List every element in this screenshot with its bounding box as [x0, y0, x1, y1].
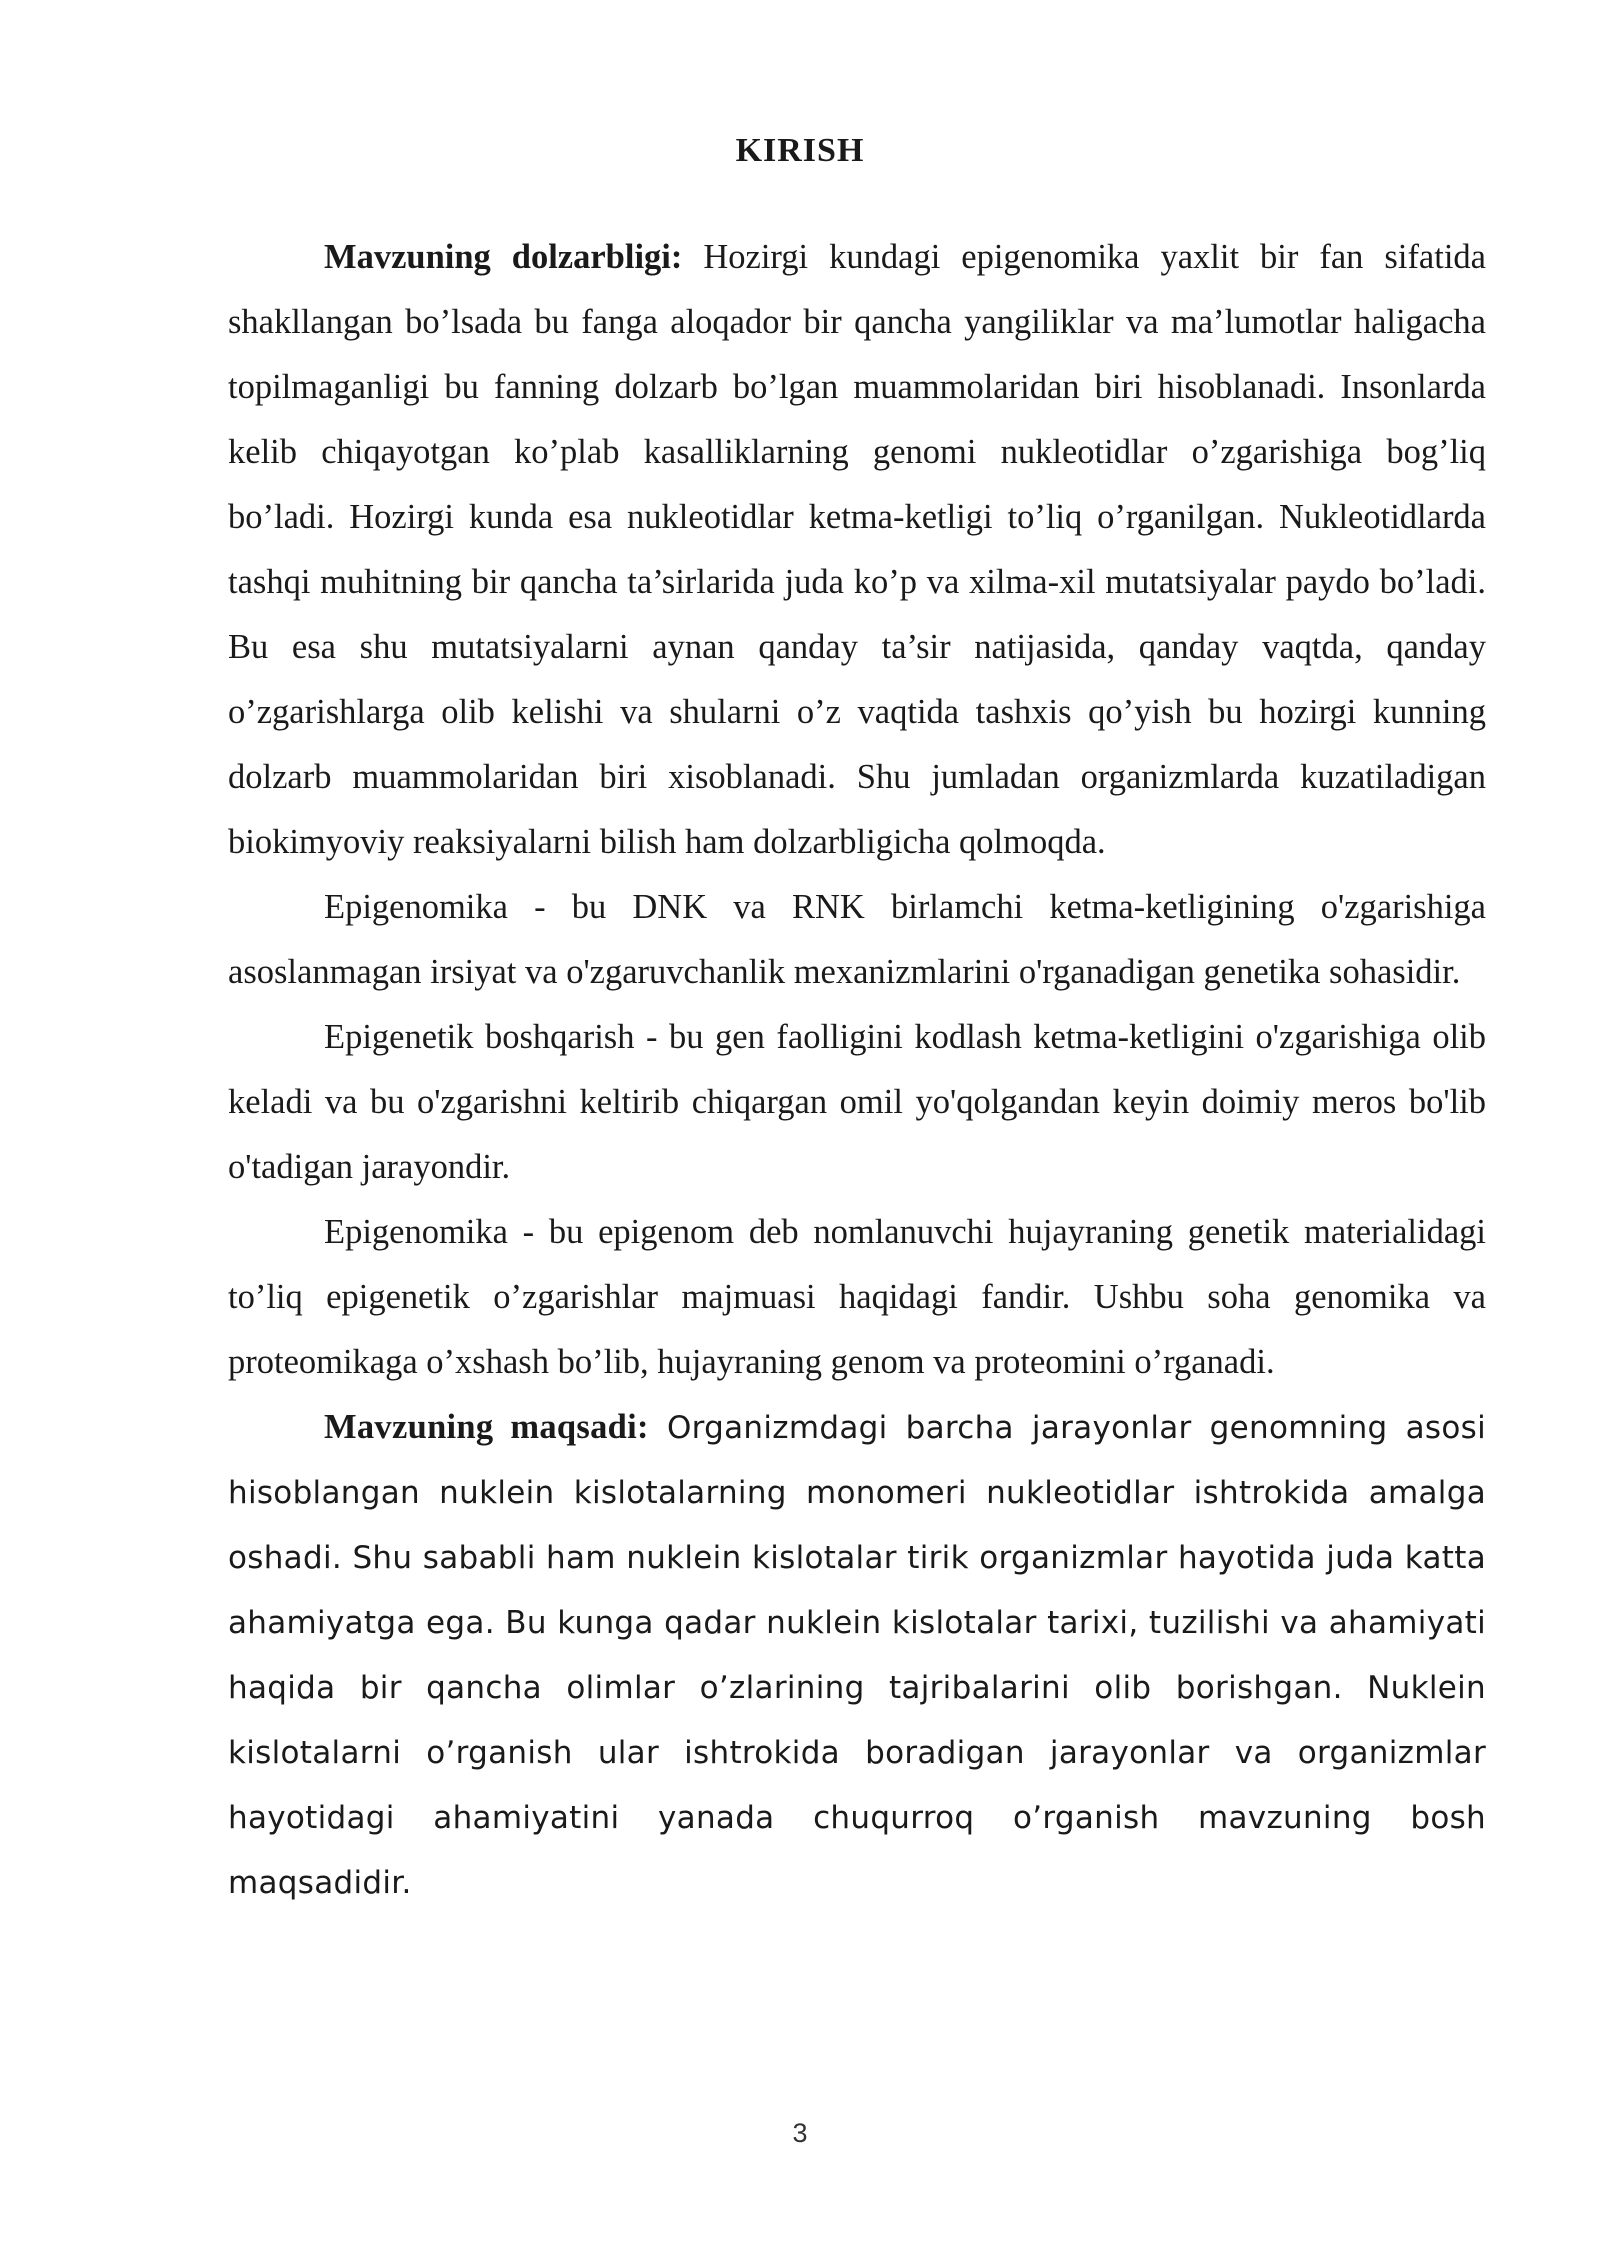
paragraph-lead: Mavzuning dolzarbligi:: [324, 238, 683, 276]
paragraph-lead: Mavzuning maqsadi:: [324, 1408, 649, 1446]
paragraph-text: Organizmdagi barcha jarayonlar genomning asosi hisoblangan nuklein kislotalarning monomeri nukleotidlar ishtrokida amalga oshadi. Shu sababli ham nuklein kislotalar tirik organizmlar hayotida juda katta ahamiyatga ega. Bu kunga qadar nuklein kislotalar tarixi, tuzilishi va ahamiyati haqida bir qancha olimlar o’zlarining tajribalarini olib borishgan. Nuklein kislotalarni o’rganish ular ishtrokida boradigan jarayonlar va organizmlar hayotidagi ahamiyatini yanada chuqurroq o’rganish mavzuning bosh maqsadidir.: [228, 1410, 1486, 1901]
document-body: [228, 225, 1486, 1916]
paragraph-text: Epigenomika - bu DNK va RNK birlamchi ketma-ketligining o'zgarishiga asoslanmagan irsiyat va o'zgaruvchanlik mexanizmlarini o'rganadigan genetika sohasidir.: [228, 888, 1486, 991]
paragraph-text: Epigenetik boshqarish - bu gen faolligini kodlash ketma-ketligini o'zgarishiga olib keladi va bu o'zgarishni keltirib chiqargan omil yo'qolgandan keyin doimiy meros bo'lib o'tadigan jarayondir.: [228, 1018, 1486, 1186]
paragraph-epigenome: [228, 1200, 1486, 1395]
paragraph-epigenetic-regulation: [228, 1005, 1486, 1200]
paragraph-text: Hozirgi kundagi epigenomika yaxlit bir fan sifatida shakllangan bo’lsada bu fanga aloqador bir qancha yangiliklar va ma’lumotlar haligacha topilmaganligi bu fanning dolzarb bo’lgan muammolaridan biri hisoblanadi. Insonlarda kelib chiqayotgan ko’plab kasalliklarning genomi nukleotidlar o’zgarishiga bog’liq bo’ladi. Hozirgi kunda esa nukleotidlar ketma-ketligi to’liq o’rganilgan. Nukleotidlarda tashqi muhitning bir qancha ta’sirlarida juda ko’p va xilma-xil mutatsiyalar paydo bo’ladi. Bu esa shu mutatsiyalarni aynan qanday ta’sir natijasida, qanday vaqtda, qanday o’zgarishlarga olib kelishi va shularni o’z vaqtida tashxis qo’yish bu hozirgi kunning dolzarb muammolaridan biri xisoblanadi. Shu jumladan organizmlarda kuzatiladigan biokimyoviy reaksiyalarni bilish ham dolzarbligicha qolmoqda.: [228, 238, 1486, 861]
page-number: 3: [792, 2118, 808, 2148]
paragraph-text: Epigenomika - bu epigenom deb nomlanuvchi hujayraning genetik materialidagi to’liq epigenetik o’zgarishlar majmuasi haqidagi fandir. Ushbu soha genomika va proteomikaga o’xshash bo’lib, hujayraning genom va proteomini o’rganadi.: [228, 1213, 1486, 1381]
paragraph-goal: [228, 1395, 1486, 1916]
paragraph-relevance: [228, 225, 1486, 875]
page-title: KIRISH: [735, 132, 865, 169]
paragraph-epigenomics-definition: [228, 875, 1486, 1005]
